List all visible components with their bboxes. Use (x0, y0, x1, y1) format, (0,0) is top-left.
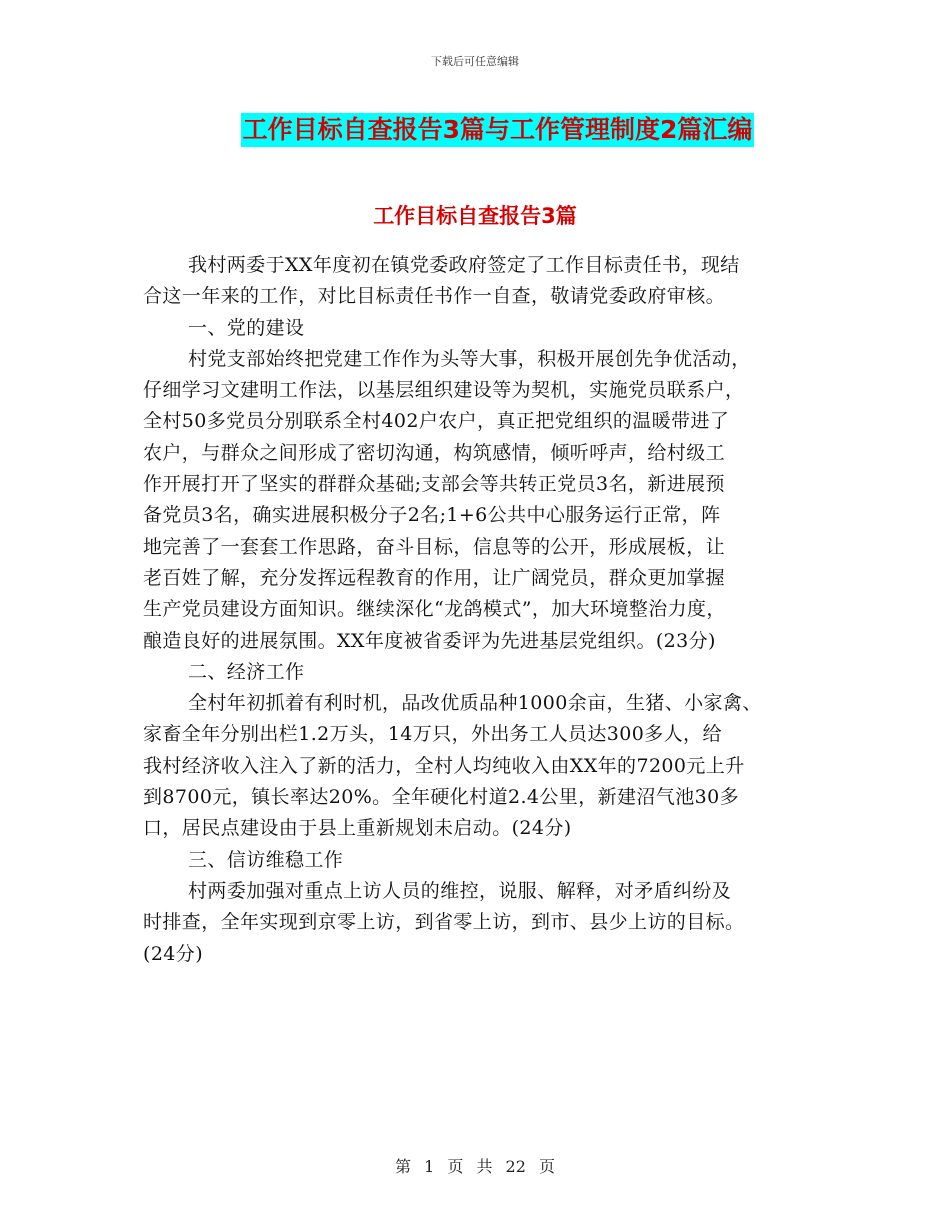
text-line: 一、党的建设 (188, 316, 305, 339)
text-line: 三、信访维稳工作 (188, 848, 344, 871)
text-line: 家畜全年分别出栏1.2万头，14万只，外出务工人员达300多人，给 (143, 723, 722, 746)
sub-title: 工作目标自查报告3篇 (373, 204, 577, 228)
text-line: 全村年初抓着有利时机，品改优质品种1000余亩，生猪、小家禽、 (188, 692, 762, 715)
text-line: 地完善了一套套工作思路，奋斗目标，信息等的公开，形成展板，让 (143, 535, 726, 558)
text-line: 时排查，全年实现到京零上访，到省零上访，到市、县少上访的目标。 (143, 911, 745, 934)
text-line: 全村50多党员分别联系全村402户农户，真正把党组织的温暖带进了 (143, 410, 730, 433)
text-line: (24分) (143, 942, 204, 965)
main-title-container (0, 113, 950, 147)
main-title: 工作目标自查报告3篇与工作管理制度2篇汇编 (241, 113, 755, 147)
text-line: 生产党员建设方面知识。继续深化“龙鸽模式”，加大环境整治力度， (143, 598, 726, 621)
text-line: 酿造良好的进展氛围。XX年度被省委评为先进基层党组织。(23分) (143, 629, 716, 652)
text-line: 我村两委于XX年度初在镇党委政府签定了工作目标责任书，现结 (188, 254, 740, 276)
text-line: 二、经济工作 (188, 660, 305, 683)
text-line: 到8700元，镇长率达20%。全年硬化村道2.4公里，新建沼气池30多 (143, 786, 739, 809)
page-footer: 第 1 页 共 22 页 (395, 1157, 555, 1176)
text-line: 仔细学习文建明工作法，以基层组织建设等为契机，实施党员联系户， (143, 379, 745, 402)
text-line: 口，居民点建设由于县上重新规划未启动。(24分) (143, 817, 572, 840)
text-line: 我村经济收入注入了新的活力，全村人均纯收入由XX年的7200元上升 (143, 754, 745, 777)
text-line: 备党员3名，确实进展积极分子2名;1+6公共中心服务运行正常，阵 (143, 504, 721, 527)
text-line: 合这一年来的工作，对比目标责任书作一自查，敬请党委政府审核。 (143, 285, 726, 308)
text-line: 作开展打开了坚实的群群众基础;支部会等共转正党员3名，新进展预 (143, 473, 725, 496)
text-line: 农户，与群众之间形成了密切沟通，构筑感情，倾听呼声，给村级工 (143, 441, 726, 464)
text-line: 村两委加强对重点上访人员的维控，说服、解释，对矛盾纠纷及 (188, 879, 732, 902)
body-text (143, 250, 833, 970)
text-line: 老百姓了解，充分发挥远程教育的作用，让广阔党员，群众更加掌握 (143, 566, 726, 589)
header-note: 下载后可任意编辑 (431, 55, 519, 68)
text-line: 村党支部始终把党建工作作为头等大事，积极开展创先争优活动， (188, 347, 751, 370)
